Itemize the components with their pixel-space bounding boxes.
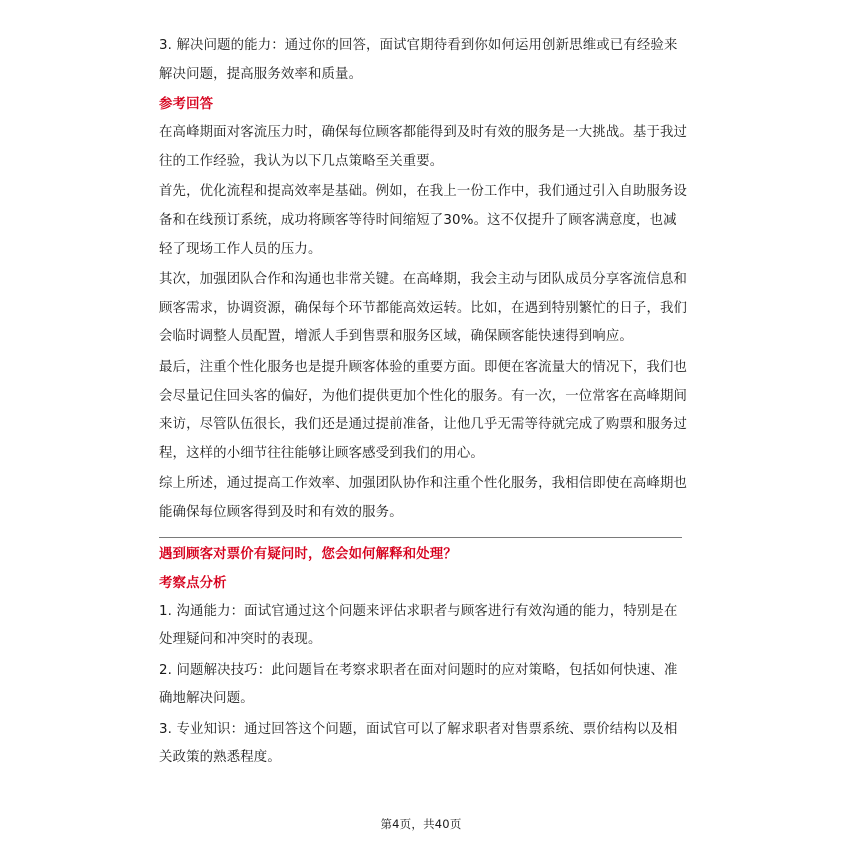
page-number: 第4页，共40页: [380, 817, 462, 831]
answer-paragraph: 其次，加强团队合作和沟通也非常关键。在高峰期，我会主动与团队成员分享客流信息和顾客需求，协调资源，确保每个环节都能高效运转。比如，在遇到特别繁忙的日子，我们会临时调整人员配置，增派人手到售票和服务区域，确保顾客能快速得到响应。: [159, 272, 688, 345]
section-divider: [159, 537, 682, 538]
reference-answer-heading: 参考回答: [159, 97, 214, 113]
answer-paragraph: 最后，注重个性化服务也是提升顾客体验的重要方面。即便在客流量大的情况下，我们也会尽量记住回头客的偏好，为他们提供更加个性化的服务。有一次，一位常客在高峰期间来访，尽管队伍很长，我们还是通过提前准备，让他几乎无需等待就完成了购票和服务过程，这样的小细节往往能够让顾客感受到我们的用心。: [159, 359, 688, 461]
answer-paragraph: 首先，优化流程和提高效率是基础。例如，在我上一份工作中，我们通过引入自助服务设备和在线预订系统，成功将顾客等待时间缩短了30%。这不仅提升了顾客满意度，也减轻了现场工作人员的压力。: [159, 184, 688, 257]
interview-question: 遇到顾客对票价有疑问时，您会如何解释和处理？: [159, 546, 457, 562]
analysis-item: 3. 专业知识：通过回答这个问题，面试官可以了解求职者对售票系统、票价结构以及相关政策的熟悉程度。: [159, 721, 678, 766]
page-content: [159, 32, 689, 775]
analysis-item: 2. 问题解决技巧：此问题旨在考察求职者在面对问题时的应对策略，包括如何快速、准确地解决问题。: [159, 662, 678, 707]
analysis-list: [159, 598, 689, 774]
analysis-item: 1. 沟通能力：面试官通过这个问题来评估求职者与顾客进行有效沟通的能力，特别是在处理疑问和冲突时的表现。: [159, 603, 678, 648]
answer-paragraph: 在高峰期面对客流压力时，确保每位顾客都能得到及时有效的服务是一大挑战。基于我过往的工作经验，我认为以下几点策略至关重要。: [159, 125, 688, 169]
reference-answer: [159, 119, 689, 527]
evaluation-point-3: 3. 解决问题的能力：通过你的回答，面试官期待看到你如何运用创新思维或已有经验来解决问题，提高服务效率和质量。: [159, 38, 678, 82]
answer-paragraph: 综上所述，通过提高工作效率、加强团队协作和注重个性化服务，我相信即使在高峰期也能确保每位顾客得到及时和有效的服务。: [159, 476, 688, 520]
analysis-heading: 考察点分析: [159, 575, 227, 591]
